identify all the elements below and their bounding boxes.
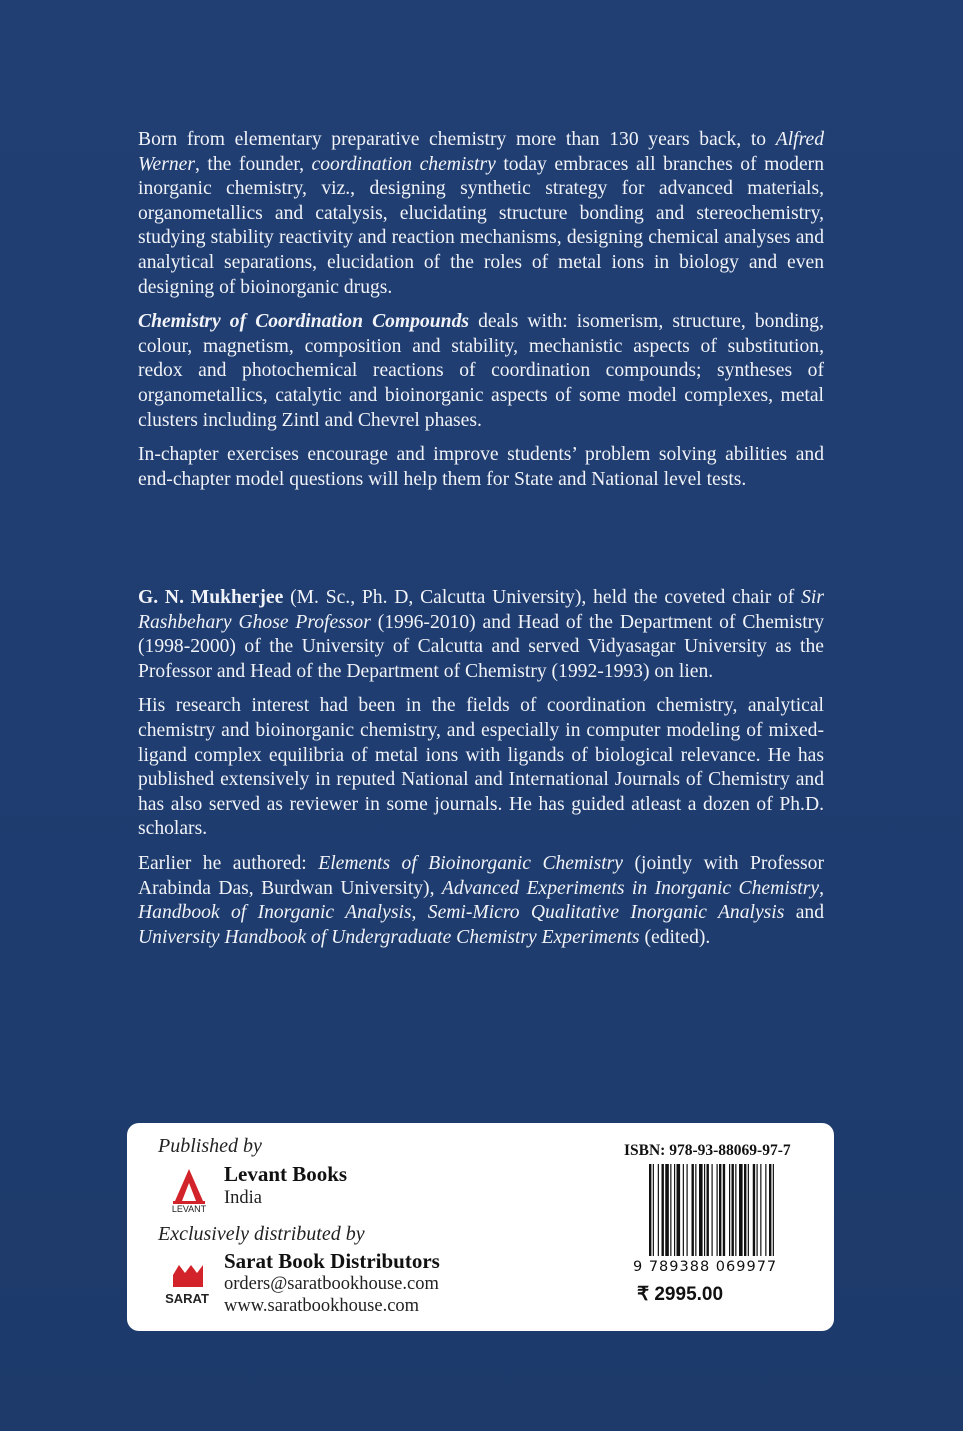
distributed-by-label: Exclusively distributed by xyxy=(158,1223,365,1245)
distributor-website: www.saratbookhouse.com xyxy=(224,1296,420,1316)
svg-text:SARAT: SARAT xyxy=(165,1291,209,1306)
publisher-name: Levant Books xyxy=(224,1162,348,1186)
author-bio xyxy=(138,586,824,960)
published-by-label: Published by xyxy=(158,1135,262,1157)
svg-text:LEVANT: LEVANT xyxy=(171,1204,207,1213)
barcode-digits: 9 789388 069977 xyxy=(633,1259,778,1275)
author-paragraph-1: G. N. Mukherjee (M. Sc., Ph. D, Calcutta University), held the coveted chair of Sir Rashbehary Ghose Professor (1996-2010) and Head of the Department of Chemistry (1998-2000) of the University of Calcutta and served Vidyasagar University as the Professor and Head of the Department of Chemistry (1992-1993) on lien. xyxy=(138,587,824,682)
blurb-paragraph-2: Chemistry of Coordination Compounds deals with: isomerism, structure, bonding, colour, magnetism, composition and stability, mechanistic aspects of substitution, redox and photochemical reactions of coordination compounds; syntheses of organometallics, catalytic and bioinorganic aspects of some model complexes, metal clusters including Zintl and Chevrel phases. xyxy=(138,311,824,431)
book-blurb xyxy=(138,128,824,502)
publisher-box xyxy=(127,1123,834,1331)
distributor-name: Sarat Book Distributors xyxy=(224,1249,440,1273)
author-paragraph-2: His research interest had been in the fields of coordination chemistry, analytical chemistry and bioinorganic chemistry, and especially in computer modeling of mixed-ligand complex equilibria of metal ions with ligands of biological relevance. He has published extensively in reputed National and International Journals of Chemistry and has also served as reviewer in some journals. He has guided atleast a dozen of Ph.D. scholars. xyxy=(138,695,824,840)
distributor-email: orders@saratbookhouse.com xyxy=(224,1274,439,1294)
publisher-country: India xyxy=(224,1188,263,1208)
blurb-paragraph-1: Born from elementary preparative chemistry more than 130 years back, to Alfred Werner, the founder, coordination chemistry today embraces all branches of modern inorganic chemistry, viz., designing synthetic strategy for advanced materials, organometallics and catalysis, elucidating structure bonding and stereochemistry, studying stability reactivity and reaction mechanisms, designing chemical analyses and analytical separations, elucidation of the roles of metal ions in biology and even designing of bioinorganic drugs. xyxy=(138,129,824,298)
barcode-icon xyxy=(649,1164,805,1260)
sarat-logo-icon xyxy=(159,1261,215,1307)
author-paragraph-3: Earlier he authored: Elements of Bioinorganic Chemistry (jointly with Professor Arabinda Das, Burdwan University), Advanced Experiments in Inorganic Chemistry, Handbook of Inorganic Analysis, Semi-Micro Qualitative Inorganic Analysis and University Handbook of Undergraduate Chemistry Experiments (edited). xyxy=(138,852,824,948)
isbn-label: ISBN: 978-93-88069-97-7 xyxy=(624,1142,791,1159)
blurb-paragraph-3: In-chapter exercises encourage and improve students’ problem solving abilities and end-chapter model questions will help them for State and National level tests. xyxy=(138,444,824,490)
levant-logo-icon xyxy=(167,1167,211,1213)
price-label: ₹ 2995.00 xyxy=(637,1284,724,1305)
